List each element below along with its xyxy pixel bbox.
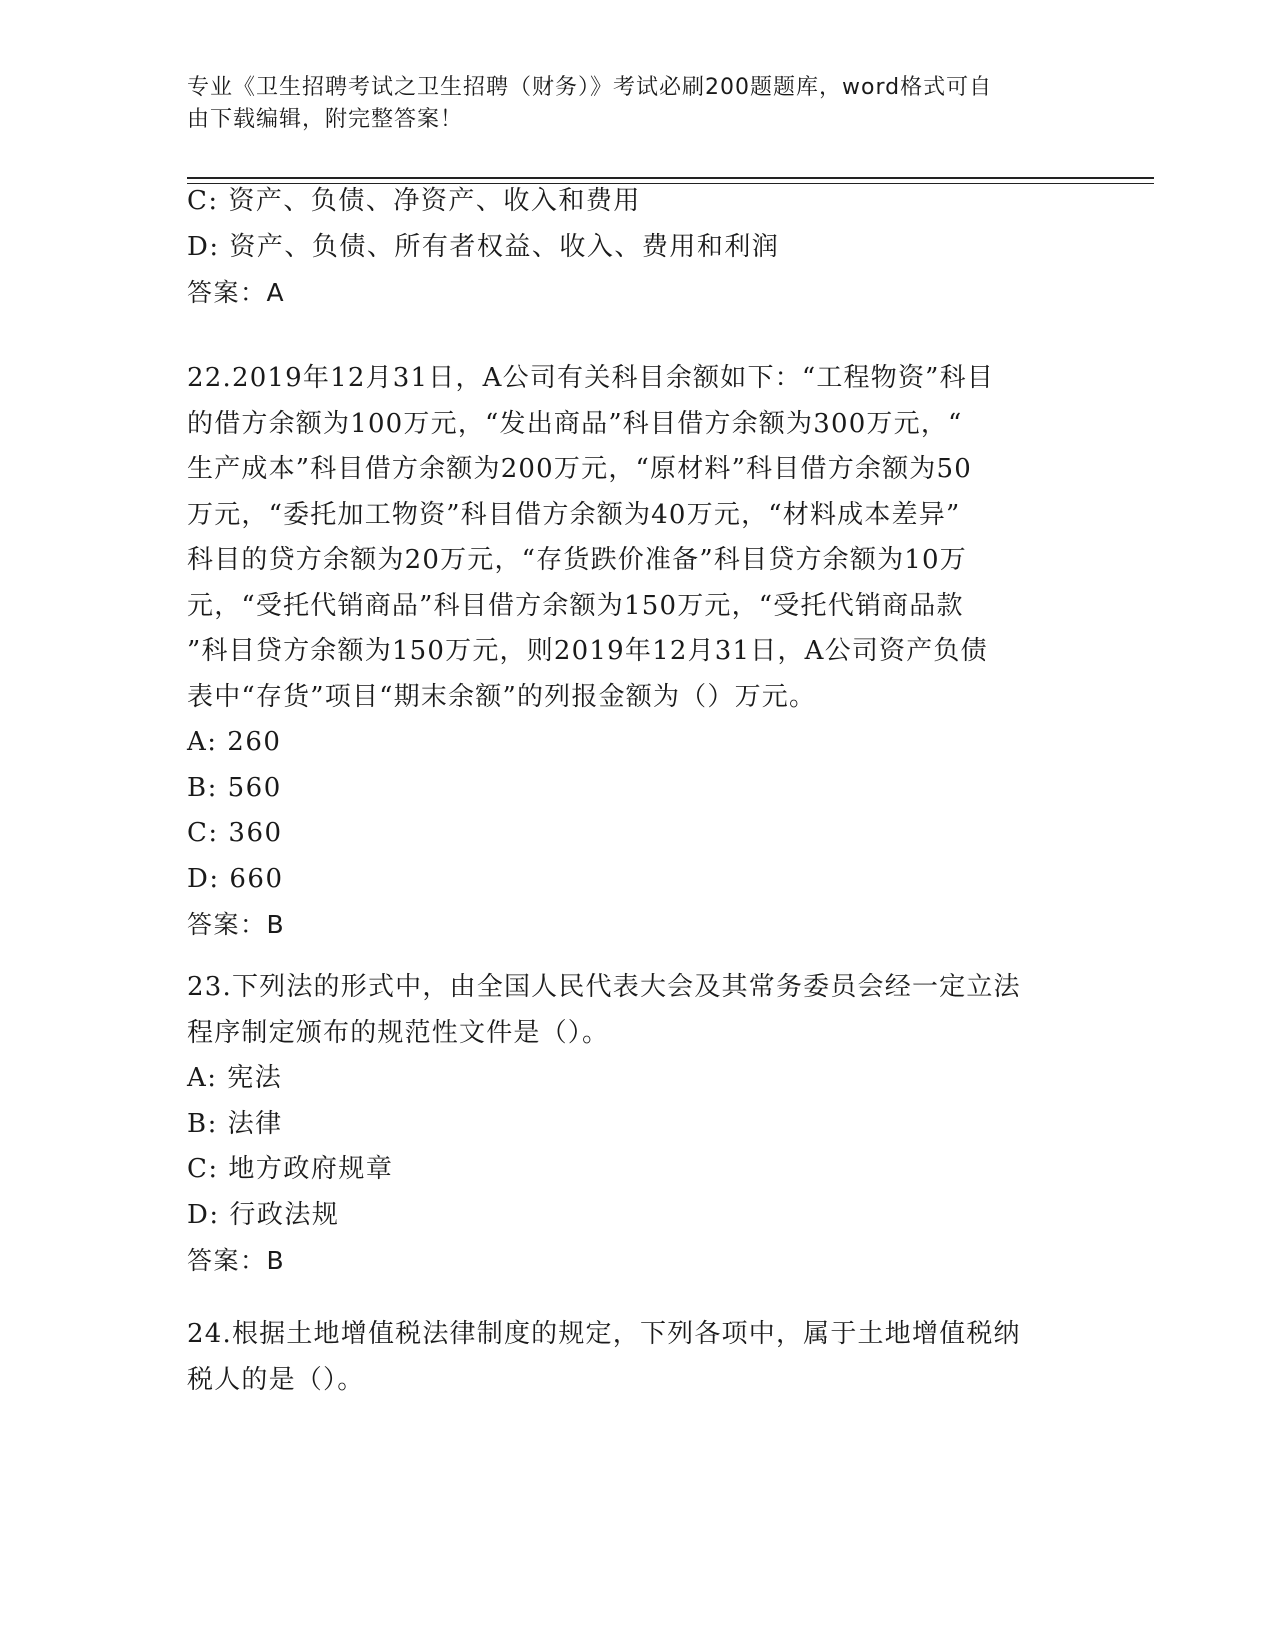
q23-option-a: A: 宪法 bbox=[187, 1063, 283, 1093]
q22-text-line: 科目的贷方余额为20万元，“存货跌价准备”科目贷方余额为10万 bbox=[187, 545, 967, 575]
q22-text-line: 生产成本”科目借方余额为200万元，“原材料”科目借方余额为50 bbox=[187, 454, 972, 484]
question-24 bbox=[187, 1312, 1067, 1403]
q21-option-c: C: 资产、负债、净资产、收入和费用 bbox=[187, 186, 641, 216]
q23-option-b: B: 法律 bbox=[187, 1108, 283, 1139]
q24-text-line: 税人的是（）。 bbox=[187, 1364, 365, 1395]
question-23 bbox=[187, 965, 1067, 1284]
q22-text-line: 元，“受托代销商品”科目借方余额为150万元，“受托代销商品款 bbox=[187, 590, 964, 621]
q23-option-c: C: 地方政府规章 bbox=[187, 1154, 394, 1184]
q22-option-d: D: 660 bbox=[187, 863, 284, 894]
q23-option-d: D: 行政法规 bbox=[187, 1199, 340, 1230]
header-line-1: 专业《卫生招聘考试之卫生招聘（财务）》考试必刷200题题库，word格式可自 bbox=[187, 75, 993, 100]
q23-text-line: 23.下列法的形式中，由全国人民代表大会及其常务委员会经一定立法 bbox=[187, 972, 1021, 1002]
q24-text-line: 24.根据土地增值税法律制度的规定，下列各项中，属于土地增值税纳 bbox=[187, 1319, 1021, 1349]
question-21-tail bbox=[187, 179, 1067, 316]
q22-text-line: 万元，“委托加工物资”科目借方余额为40万元，“材料成本差异” bbox=[187, 499, 961, 530]
q22-text-line: 的借方余额为100万元，“发出商品”科目借方余额为300万元，“ bbox=[187, 408, 963, 439]
q22-text-line: ”科目贷方余额为150万元，则2019年12月31日，A公司资产负债 bbox=[187, 636, 988, 666]
q21-answer: 答案：A bbox=[187, 278, 286, 307]
q22-text-line: 表中“存货”项目“期末余额”的列报金额为（）万元。 bbox=[187, 681, 817, 712]
q22-option-b: B: 560 bbox=[187, 772, 282, 803]
document-header bbox=[187, 72, 1067, 136]
q22-option-c: C: 360 bbox=[187, 818, 283, 848]
header-line-2: 由下载编辑，附完整答案！ bbox=[187, 107, 464, 132]
q22-text-line: 22.2019年12月31日，A公司有关科目余额如下：“工程物资”科目 bbox=[187, 363, 995, 393]
question-22 bbox=[187, 356, 1067, 948]
q22-option-a: A: 260 bbox=[187, 727, 282, 757]
q21-option-d: D: 资产、负债、所有者权益、收入、费用和利润 bbox=[187, 231, 780, 262]
q22-answer: 答案：B bbox=[187, 910, 286, 939]
q23-text-line: 程序制定颁布的规范性文件是（）。 bbox=[187, 1017, 610, 1048]
q23-answer: 答案：B bbox=[187, 1246, 286, 1275]
